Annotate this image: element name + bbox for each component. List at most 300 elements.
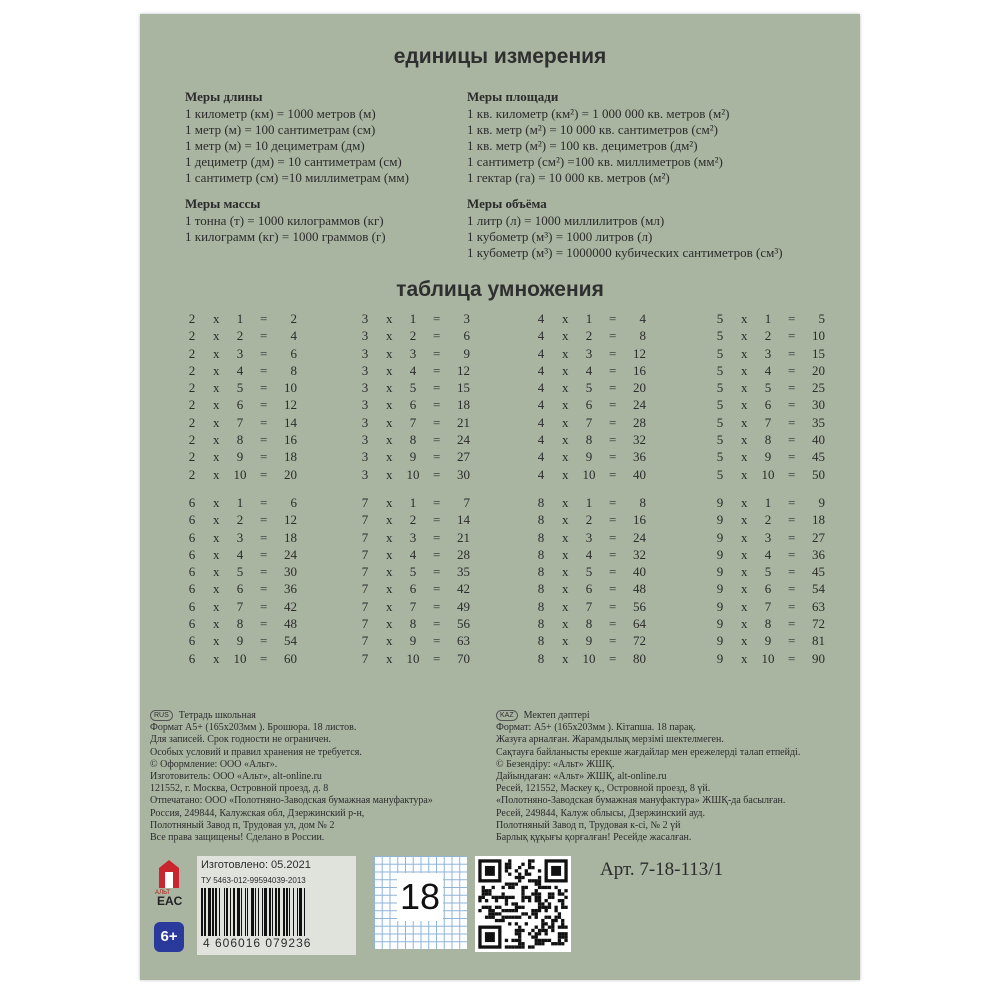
- multiplicand: 3: [361, 449, 369, 465]
- equals-sign: =: [609, 495, 617, 510]
- equals-sign: =: [433, 466, 441, 482]
- equals-sign: =: [433, 449, 441, 465]
- multiplier: 2: [585, 512, 593, 528]
- product: 30: [457, 466, 470, 482]
- product: 40: [812, 432, 825, 448]
- product: 16: [633, 362, 646, 378]
- product: 12: [284, 397, 297, 413]
- multiplicand: 9: [716, 616, 724, 632]
- product: 50: [812, 466, 825, 482]
- times-sign: x: [386, 546, 393, 562]
- multiplicand: 8: [537, 616, 545, 632]
- product: 60: [284, 650, 297, 666]
- times-sign: x: [386, 328, 393, 344]
- product: 32: [633, 432, 646, 448]
- info-line: «Полотняно-Заводская бумажная мануфактура» ЖШҚ-да басылған.: [496, 795, 786, 807]
- product: 35: [457, 564, 470, 580]
- equals-sign: =: [609, 633, 617, 649]
- multiplier: 1: [585, 495, 593, 510]
- times-sign: x: [386, 616, 393, 632]
- multiplicand: 9: [716, 529, 724, 545]
- multiplier: 9: [585, 449, 593, 465]
- multiplier: 2: [409, 328, 417, 344]
- times-sign: x: [562, 616, 569, 632]
- times-sign: x: [213, 466, 220, 482]
- times-sign: x: [213, 529, 220, 545]
- multiplier: 10: [582, 466, 596, 482]
- multiplier: 10: [406, 466, 420, 482]
- multiplier: 2: [764, 328, 772, 344]
- multiplier: 4: [585, 546, 593, 562]
- multiplier: 8: [236, 616, 244, 632]
- equals-sign: =: [788, 495, 796, 510]
- equals-sign: =: [433, 512, 441, 528]
- product: 12: [457, 362, 470, 378]
- multiplier: 7: [764, 414, 772, 430]
- multiplier: 4: [409, 362, 417, 378]
- multiplicand: 7: [361, 529, 369, 545]
- product: 80: [633, 650, 646, 666]
- times-sign: x: [213, 397, 220, 413]
- times-sign: x: [741, 449, 748, 465]
- times-sign: x: [386, 311, 393, 326]
- multiplier: 8: [764, 616, 772, 632]
- info-kaz: [496, 710, 800, 844]
- product: 81: [812, 633, 825, 649]
- equals-sign: =: [260, 311, 268, 326]
- multiplier: 9: [764, 633, 772, 649]
- product: 56: [457, 616, 470, 632]
- equals-sign: =: [609, 311, 617, 326]
- equals-sign: =: [433, 598, 441, 614]
- info-line: Полотняный Завод п, Трудовая ул, дом № 2: [150, 819, 335, 831]
- times-sign: x: [562, 311, 569, 326]
- times-sign: x: [741, 414, 748, 430]
- multiplier: 3: [409, 529, 417, 545]
- multiplier: 3: [409, 345, 417, 361]
- product: 45: [812, 449, 825, 465]
- info-line: Дайындаған: «Альт» ЖШҚ, alt-online.ru: [496, 771, 667, 783]
- product: 6: [463, 328, 470, 344]
- product: 42: [284, 598, 297, 614]
- multiplier: 4: [409, 546, 417, 562]
- equals-sign: =: [609, 564, 617, 580]
- times-sign: x: [562, 529, 569, 545]
- multiplier: 5: [585, 564, 593, 580]
- multiplicand: 9: [716, 512, 724, 528]
- times-sign: x: [562, 650, 569, 666]
- equals-sign: =: [609, 598, 617, 614]
- equals-sign: =: [788, 564, 796, 580]
- product: 16: [284, 432, 297, 448]
- product: 30: [284, 564, 297, 580]
- multiplier: 6: [236, 581, 244, 597]
- multiplier: 4: [236, 362, 244, 378]
- equals-sign: =: [260, 512, 268, 528]
- units-left-column: [185, 89, 409, 245]
- info-line: Полотняный Завод п, Трудовая к-сі, № 2 үй: [496, 819, 681, 831]
- article-number: Арт. 7-18-113/1: [600, 859, 724, 880]
- times-sign: x: [562, 397, 569, 413]
- tu-code: ТУ 5463-012-99594039-2013: [201, 876, 306, 885]
- product: 45: [812, 564, 825, 580]
- product: 64: [633, 616, 646, 632]
- product: 42: [457, 581, 470, 597]
- area-line: 1 сантиметр (см²) =100 кв. миллиметров (мм²): [467, 154, 723, 169]
- equals-sign: =: [788, 328, 796, 344]
- multiplicand: 3: [361, 397, 369, 413]
- multiplicand: 3: [361, 432, 369, 448]
- product: 54: [812, 581, 825, 597]
- info-line: Формат: А5+ (165x203мм ). Кітапша. 18 парақ.: [496, 722, 696, 734]
- times-sign: x: [386, 362, 393, 378]
- multiplicand: 5: [716, 397, 724, 413]
- lang-badge-kaz: KAZ: [496, 710, 518, 721]
- multiplier: 9: [236, 633, 244, 649]
- equals-sign: =: [609, 362, 617, 378]
- multiplicand: 4: [537, 362, 545, 378]
- product: 40: [633, 466, 646, 482]
- multiplicand: 7: [361, 546, 369, 562]
- product: 32: [633, 546, 646, 562]
- times-sign: x: [741, 466, 748, 482]
- equals-sign: =: [433, 397, 441, 413]
- times-sign: x: [562, 432, 569, 448]
- area-heading: Меры площади: [467, 89, 559, 104]
- product: 7: [463, 495, 470, 510]
- multiplicand: 2: [188, 397, 196, 413]
- info-line: Особых условий и правил хранения не требуется.: [150, 746, 362, 758]
- multiplier: 9: [585, 633, 593, 649]
- equals-sign: =: [788, 633, 796, 649]
- multiplication-title: таблица умножения: [396, 278, 604, 301]
- product: 14: [284, 414, 297, 430]
- multiplicand: 8: [537, 546, 545, 562]
- area-line: 1 кв. метр (м²) = 10 000 кв. сантиметров (см²): [467, 122, 718, 137]
- units-title: единицы измерения: [393, 45, 607, 68]
- multiplier: 6: [585, 581, 593, 597]
- logo-text: АЛЬТ: [155, 890, 171, 896]
- info-line: Ресей, 249844, Калуж облысы, Дзержинский ауд.: [496, 807, 705, 819]
- times-sign: x: [213, 414, 220, 430]
- multiplicand: 4: [537, 414, 545, 430]
- multiplicand: 7: [361, 650, 369, 666]
- product: 36: [812, 546, 825, 562]
- times-sign: x: [562, 495, 569, 510]
- product: 12: [284, 512, 297, 528]
- product: 18: [284, 529, 297, 545]
- multiplicand: 9: [716, 598, 724, 614]
- product: 90: [812, 650, 825, 666]
- equals-sign: =: [788, 414, 796, 430]
- length-line: 1 сантиметр (см) =10 миллиметрам (мм): [185, 170, 409, 185]
- multiplier: 3: [236, 529, 244, 545]
- notebook-cover: [140, 14, 860, 980]
- info-line: Формат А5+ (165x203мм ). Брошюра. 18 листов.: [150, 722, 357, 734]
- multiplier: 5: [236, 380, 244, 396]
- times-sign: x: [386, 564, 393, 580]
- multiplier: 8: [585, 432, 593, 448]
- equals-sign: =: [609, 546, 617, 562]
- equals-sign: =: [260, 466, 268, 482]
- product: 8: [290, 362, 297, 378]
- multiplicand: 2: [188, 345, 196, 361]
- info-line: © Безендіру: «Альт» ЖШҚ.: [496, 758, 615, 770]
- equals-sign: =: [788, 449, 796, 465]
- volume-line: 1 литр (л) = 1000 миллилитров (мл): [467, 213, 665, 228]
- multiplicand: 3: [361, 380, 369, 396]
- times-sign: x: [741, 564, 748, 580]
- times-sign: x: [741, 633, 748, 649]
- equals-sign: =: [609, 414, 617, 430]
- multiplicand: 4: [537, 449, 545, 465]
- equals-sign: =: [433, 414, 441, 430]
- multiplier: 5: [764, 380, 772, 396]
- times-sign: x: [562, 546, 569, 562]
- times-sign: x: [213, 380, 220, 396]
- times-sign: x: [562, 581, 569, 597]
- info-line: Тетрадь школьная: [178, 710, 256, 721]
- length-line: 1 километр (км) = 1000 метров (м): [185, 106, 376, 121]
- times-sign: x: [386, 650, 393, 666]
- multiplicand: 3: [361, 414, 369, 430]
- product: 18: [457, 397, 470, 413]
- times-sign: x: [386, 397, 393, 413]
- multiplier: 10: [233, 466, 247, 482]
- multiplicand: 7: [361, 633, 369, 649]
- multiplicand: 2: [188, 414, 196, 430]
- multiplicand: 8: [537, 598, 545, 614]
- product: 9: [818, 495, 825, 510]
- equals-sign: =: [788, 345, 796, 361]
- multiplier: 7: [409, 598, 417, 614]
- multiplicand: 7: [361, 495, 369, 510]
- info-line: 121552, г. Москва, Островной проезд, д. 8: [150, 783, 329, 795]
- multiplier: 10: [761, 466, 775, 482]
- multiplicand: 6: [188, 616, 196, 632]
- mass-heading: Меры массы: [185, 196, 261, 211]
- multiplier: 10: [761, 650, 775, 666]
- multiplicand: 8: [537, 581, 545, 597]
- multiplier: 1: [409, 311, 417, 326]
- product: 24: [457, 432, 470, 448]
- multiplicand: 2: [188, 362, 196, 378]
- times-sign: x: [213, 328, 220, 344]
- multiplier: 1: [764, 495, 772, 510]
- times-sign: x: [386, 449, 393, 465]
- equals-sign: =: [260, 633, 268, 649]
- times-sign: x: [562, 633, 569, 649]
- product: 48: [284, 616, 297, 632]
- equals-sign: =: [788, 432, 796, 448]
- times-sign: x: [741, 546, 748, 562]
- multiplier: 10: [233, 650, 247, 666]
- multiplier: 7: [585, 598, 593, 614]
- multiplier: 1: [585, 311, 593, 326]
- length-line: 1 метр (м) = 100 сантиметрам (см): [185, 122, 376, 137]
- product: 36: [633, 449, 646, 465]
- product: 40: [633, 564, 646, 580]
- product: 49: [457, 598, 470, 614]
- equals-sign: =: [609, 581, 617, 597]
- multiplier: 5: [409, 380, 417, 396]
- equals-sign: =: [260, 345, 268, 361]
- times-sign: x: [386, 581, 393, 597]
- times-sign: x: [213, 311, 220, 326]
- mass-line: 1 тонна (т) = 1000 килограммов (кг): [185, 213, 384, 228]
- area-line: 1 гектар (га) = 10 000 кв. метров (м²): [467, 170, 670, 185]
- multiplier: 5: [764, 564, 772, 580]
- multiplier: 9: [236, 449, 244, 465]
- multiplicand: 6: [188, 495, 196, 510]
- times-sign: x: [741, 650, 748, 666]
- product: 54: [284, 633, 297, 649]
- multiplier: 10: [582, 650, 596, 666]
- times-sign: x: [213, 633, 220, 649]
- multiplicand: 6: [188, 512, 196, 528]
- multiplier: 9: [764, 449, 772, 465]
- product: 56: [633, 598, 646, 614]
- times-sign: x: [562, 449, 569, 465]
- age-rating-badge: 6+: [154, 922, 184, 952]
- multiplicand: 7: [361, 512, 369, 528]
- times-sign: x: [741, 380, 748, 396]
- info-line: Жазуға арналған. Жарамдылық мерзімі шектелмеген.: [496, 734, 724, 746]
- equals-sign: =: [609, 432, 617, 448]
- times-sign: x: [741, 616, 748, 632]
- equals-sign: =: [609, 466, 617, 482]
- equals-sign: =: [433, 633, 441, 649]
- times-sign: x: [562, 466, 569, 482]
- product: 10: [812, 328, 825, 344]
- multiplier: 9: [409, 449, 417, 465]
- product: 30: [812, 397, 825, 413]
- times-sign: x: [386, 495, 393, 510]
- product: 14: [457, 512, 470, 528]
- multiplicand: 4: [537, 311, 545, 326]
- equals-sign: =: [260, 449, 268, 465]
- multiplicand: 2: [188, 380, 196, 396]
- product: 36: [284, 581, 297, 597]
- manufactured-date: Изготовлено: 05.2021: [201, 859, 311, 871]
- eac-mark: EAC: [157, 894, 183, 908]
- alt-logo-icon: [157, 858, 181, 894]
- times-sign: x: [741, 328, 748, 344]
- volume-line: 1 кубометр (м³) = 1000000 кубических сантиметров (см³): [467, 245, 783, 260]
- product: 20: [284, 466, 297, 482]
- info-line: Барлық құқығы қорғалған! Ресейде жасалған.: [496, 832, 692, 844]
- times-sign: x: [213, 449, 220, 465]
- product: 9: [463, 345, 470, 361]
- equals-sign: =: [609, 345, 617, 361]
- equals-sign: =: [260, 362, 268, 378]
- multiplier: 2: [236, 512, 244, 528]
- equals-sign: =: [260, 328, 268, 344]
- equals-sign: =: [260, 380, 268, 396]
- equals-sign: =: [433, 345, 441, 361]
- product: 8: [639, 328, 646, 344]
- barcode-number: 4 606016 079236: [203, 936, 312, 950]
- multiplier: 3: [764, 529, 772, 545]
- equals-sign: =: [609, 449, 617, 465]
- multiplier: 8: [764, 432, 772, 448]
- product: 35: [812, 414, 825, 430]
- multiplicand: 3: [361, 362, 369, 378]
- multiplier: 5: [236, 564, 244, 580]
- multiplicand: 6: [188, 564, 196, 580]
- times-sign: x: [386, 466, 393, 482]
- multiplicand: 3: [361, 311, 369, 326]
- times-sign: x: [562, 512, 569, 528]
- times-sign: x: [386, 432, 393, 448]
- multiplier: 3: [585, 345, 593, 361]
- multiplicand: 5: [716, 466, 724, 482]
- multiplicand: 4: [537, 432, 545, 448]
- multiplier: 1: [409, 495, 417, 510]
- equals-sign: =: [260, 432, 268, 448]
- multiplicand: 8: [537, 564, 545, 580]
- equals-sign: =: [788, 581, 796, 597]
- multiplier: 7: [236, 414, 244, 430]
- equals-sign: =: [609, 512, 617, 528]
- times-sign: x: [562, 564, 569, 580]
- times-sign: x: [741, 529, 748, 545]
- multiplicand: 3: [361, 345, 369, 361]
- multiplicand: 5: [716, 311, 724, 326]
- multiplicand: 6: [188, 650, 196, 666]
- product: 28: [457, 546, 470, 562]
- equals-sign: =: [260, 650, 268, 666]
- times-sign: x: [213, 564, 220, 580]
- equals-sign: =: [788, 546, 796, 562]
- multiplier: 10: [406, 650, 420, 666]
- equals-sign: =: [260, 564, 268, 580]
- product: 5: [818, 311, 825, 326]
- product: 72: [633, 633, 646, 649]
- times-sign: x: [213, 345, 220, 361]
- multiplier: 1: [764, 311, 772, 326]
- multiplicand: 9: [716, 495, 724, 510]
- equals-sign: =: [433, 311, 441, 326]
- multiplicand: 3: [361, 328, 369, 344]
- multiplier: 8: [409, 432, 417, 448]
- multiplier: 3: [764, 345, 772, 361]
- times-sign: x: [213, 650, 220, 666]
- multiplicand: 4: [537, 397, 545, 413]
- equals-sign: =: [609, 616, 617, 632]
- multiplicand: 5: [716, 328, 724, 344]
- multiplier: 7: [764, 598, 772, 614]
- times-sign: x: [741, 345, 748, 361]
- multiplicand: 8: [537, 650, 545, 666]
- volume-heading: Меры объёма: [467, 196, 547, 211]
- multiplicand: 6: [188, 581, 196, 597]
- times-sign: x: [562, 598, 569, 614]
- times-sign: x: [386, 529, 393, 545]
- equals-sign: =: [433, 495, 441, 510]
- times-sign: x: [386, 345, 393, 361]
- equals-sign: =: [260, 598, 268, 614]
- times-sign: x: [213, 581, 220, 597]
- multiplier: 4: [585, 362, 593, 378]
- multiplier: 6: [409, 581, 417, 597]
- multiplicand: 4: [537, 328, 545, 344]
- multiplier: 7: [236, 598, 244, 614]
- multiplicand: 7: [361, 598, 369, 614]
- equals-sign: =: [609, 328, 617, 344]
- multiplier: 5: [585, 380, 593, 396]
- product: 10: [284, 380, 297, 396]
